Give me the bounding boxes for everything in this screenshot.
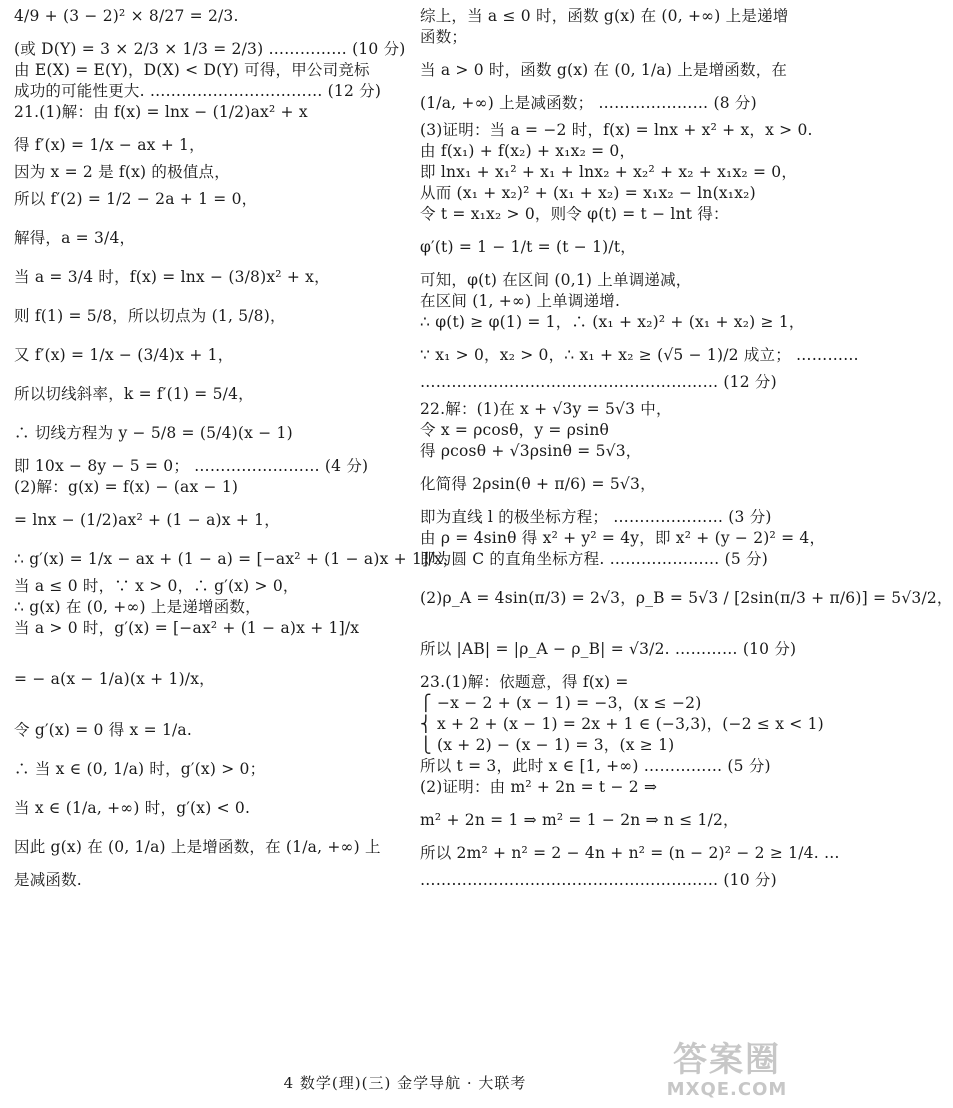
text-line: 因此 g(x) 在 (0, 1/a) 上是增函数，在 (1/a, +∞) 上 — [14, 838, 381, 856]
text-line: 所以 |AB| = |ρ_A − ρ_B| = √3/2. ………… (10 分) — [420, 640, 797, 658]
text-line: 所以切线斜率，k = f′(1) = 5/4， — [14, 385, 254, 403]
text-line: φ′(t) = 1 − 1/t = (t − 1)/t， — [420, 238, 636, 256]
text-line: 当 a > 0 时，函数 g(x) 在 (0, 1/a) 上是增函数，在 — [420, 61, 788, 79]
text-line: 由 f(x₁) + f(x₂) + x₁x₂ = 0， — [420, 142, 636, 160]
text-line: 所以 t = 3，此时 x ∈ [1, +∞) …………… (5 分) — [420, 757, 771, 775]
text-line: ∴ φ(t) ≥ φ(1) = 1，∴ (x₁ + x₂)² + (x₁ + x₂) ≥ 1， — [420, 313, 805, 331]
text-line: 当 a > 0 时，g′(x) = [−ax² + (1 − a)x + 1]/x — [14, 619, 360, 637]
text-line: ………………………………………………… (12 分) — [420, 373, 777, 391]
text-line: 解得，a = 3/4， — [14, 229, 136, 247]
text-line: ∴ 当 x ∈ (0, 1/a) 时，g′(x) > 0； — [14, 760, 266, 778]
right-column — [420, 6, 953, 891]
text-line: ∴ g′(x) = 1/x − ax + (1 − a) = [−ax² + (1 − a)x + 1]/x， — [14, 550, 459, 568]
text-line: 所以 2m² + n² = 2 − 4n + n² = (n − 2)² − 2 ≥ 1/4. … — [420, 844, 840, 862]
text-line: 当 a = 3/4 时，f(x) = lnx − (3/8)x² + x， — [14, 268, 330, 286]
text-line: 因为 x = 2 是 f(x) 的极值点， — [14, 163, 230, 181]
text-line: ⎧ −x − 2 + (x − 1) = −3，(x ≤ −2) — [420, 694, 702, 712]
text-line: 令 t = x₁x₂ > 0，则令 φ(t) = t − lnt 得： — [420, 205, 729, 223]
text-line: 在区间 (1, +∞) 上单调递增. — [420, 292, 621, 310]
text-line: 即 lnx₁ + x₁² + x₁ + lnx₂ + x₂² + x₂ + x₁x₂ = 0， — [420, 163, 798, 181]
text-line: 可知，φ(t) 在区间 (0,1) 上单调递减， — [420, 271, 692, 289]
text-line: 所以 f′(2) = 1/2 − 2a + 1 = 0， — [14, 190, 258, 208]
text-line: 23.(1)解：依题意，得 f(x) = — [420, 673, 629, 691]
text-line: 成功的可能性更大. …………………………… (12 分) — [14, 82, 382, 100]
text-line: 4/9 + (3 − 2)² × 8/27 = 2/3. — [14, 7, 239, 25]
text-line: m² + 2n = 1 ⇒ m² = 1 − 2n ⇒ n ≤ 1/2， — [420, 811, 739, 829]
text-line: (2)解：g(x) = f(x) − (ax − 1) — [14, 478, 239, 496]
text-line: 当 x ∈ (1/a, +∞) 时，g′(x) < 0. — [14, 799, 251, 817]
text-line: 化简得 2ρsin(θ + π/6) = 5√3， — [420, 475, 656, 493]
text-line: 得 f′(x) = 1/x − ax + 1， — [14, 136, 205, 154]
text-line: 得 ρcosθ + √3ρsinθ = 5√3， — [420, 442, 642, 460]
text-line: 令 x = ρcosθ，y = ρsinθ — [420, 421, 610, 439]
text-line: 即为直线 l 的极坐标方程； ………………… (3 分) — [420, 508, 772, 526]
text-line: = − a(x − 1/a)(x + 1)/x， — [14, 670, 215, 688]
text-line: ∴ g(x) 在 (0, +∞) 上是递增函数， — [14, 598, 261, 616]
watermark-top: 答案圈 — [673, 1040, 781, 1080]
text-line: 从而 (x₁ + x₂)² + (x₁ + x₂) = x₁x₂ − ln(x₁x₂) — [420, 184, 756, 202]
text-line: 是减函数. — [14, 871, 82, 889]
watermark — [652, 1040, 802, 1102]
text-line: 令 g′(x) = 0 得 x = 1/a. — [14, 721, 192, 739]
text-line: 函数； — [420, 28, 468, 46]
text-line: ⎩ (x + 2) − (x − 1) = 3，(x ≥ 1) — [420, 736, 675, 754]
text-line: 即 10x − 8y − 5 = 0； …………………… (4 分) — [14, 457, 369, 475]
text-line: 又 f′(x) = 1/x − (3/4)x + 1， — [14, 346, 234, 364]
text-line: (2)ρ_A = 4sin(π/3) = 2√3，ρ_B = 5√3 / [2sin(π/3 + π/6)] = 5√3/2， — [420, 589, 953, 607]
text-line: ∵ x₁ > 0，x₂ > 0，∴ x₁ + x₂ ≥ (√5 − 1)/2 成立； ………… — [420, 346, 859, 364]
text-line: 22.解：(1)在 x + √3y = 5√3 中， — [420, 400, 672, 418]
watermark-bottom: MXQE.COM — [666, 1079, 788, 1100]
text-line: 综上，当 a ≤ 0 时，函数 g(x) 在 (0, +∞) 上是递增 — [420, 7, 789, 25]
text-line: ⎨ x + 2 + (x − 1) = 2x + 1 ∈ (−3,3)，(−2 ≤ x < 1) — [420, 715, 824, 733]
left-column — [14, 6, 459, 891]
text-line: (3)证明：当 a = −2 时，f(x) = lnx + x² + x，x > 0. — [420, 121, 813, 139]
page-footer: 4 数学(理)(三) 金学导航 · 大联考 — [283, 1074, 527, 1092]
text-line: 即为圆 C 的直角坐标方程. ………………… (5 分) — [420, 550, 768, 568]
text-line: (2)证明：由 m² + 2n = t − 2 ⇒ — [420, 778, 658, 796]
text-line: 当 a ≤ 0 时，∵ x > 0，∴ g′(x) > 0， — [14, 577, 299, 595]
text-line: (或 D(Y) = 3 × 2/3 × 1/3 = 2/3) …………… (10 分) — [14, 40, 406, 58]
text-line: 由 E(X) = E(Y)，D(X) < D(Y) 可得，甲公司竞标 — [14, 61, 370, 79]
text-line: 则 f(1) = 5/8，所以切点为 (1, 5/8)， — [14, 307, 286, 325]
text-line: = lnx − (1/2)ax² + (1 − a)x + 1， — [14, 511, 280, 529]
text-line: 由 ρ = 4sinθ 得 x² + y² = 4y，即 x² + (y − 2)² = 4， — [420, 529, 826, 547]
text-line: ………………………………………………… (10 分) — [420, 871, 777, 889]
text-line: ∴ 切线方程为 y − 5/8 = (5/4)(x − 1) — [14, 424, 293, 442]
text-line: 21.(1)解：由 f(x) = lnx − (1/2)ax² + x — [14, 103, 308, 121]
text-line: (1/a, +∞) 上是减函数； ………………… (8 分) — [420, 94, 757, 112]
